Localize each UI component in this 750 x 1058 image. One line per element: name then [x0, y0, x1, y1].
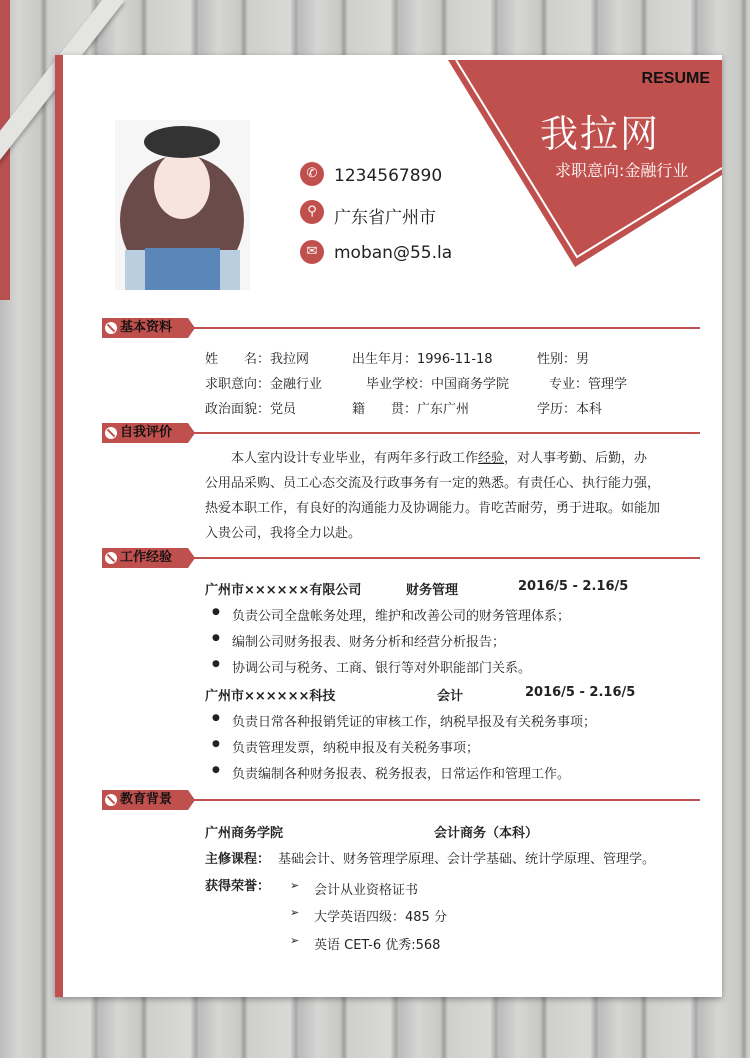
- section-basic-header: 基本资料: [102, 318, 700, 338]
- job-duty: ● 编制公司财务报表、财务分析和经营分析报告；: [232, 631, 505, 650]
- job-role: 会计: [437, 689, 464, 704]
- phone-icon: ✆: [300, 162, 324, 186]
- basic-politics: 政治面貌：党员: [205, 402, 297, 417]
- left-accent-stripe: [55, 55, 63, 997]
- job-duty: ● 负责编制各种财务报表、税务报表，日常运作和管理工作。: [232, 763, 570, 782]
- candidate-name: 我拉网: [540, 112, 661, 156]
- edu-honors-label: 获得荣誉：: [205, 879, 271, 894]
- basic-intent: 求职意向：金融行业: [205, 377, 323, 392]
- job-duty: ● 协调公司与税务、工商、银行等对外职能部门关系。: [232, 657, 531, 676]
- contact-phone: 1234567890: [334, 166, 443, 186]
- section-icon: [105, 794, 117, 806]
- honor-item: ➢ 大学英语四级：485 分: [314, 906, 447, 925]
- section-edu-header: 教育背景: [102, 790, 700, 810]
- job-company: 广州市××××××有限公司: [205, 583, 362, 598]
- basic-hometown: 籍 贯：广东广州: [352, 402, 470, 417]
- email-icon: ✉: [300, 240, 324, 264]
- job-date: 2016/5 - 2.16/5: [518, 579, 629, 594]
- section-icon: [105, 427, 117, 439]
- basic-school: 毕业学校：中国商务学院: [366, 377, 510, 392]
- contact-email: moban@55.la: [334, 243, 453, 263]
- section-self-header: 自我评价: [102, 423, 700, 443]
- basic-birth: 出生年月：1996-11-18: [352, 352, 493, 367]
- job-intent: 求职意向:金融行业: [555, 161, 689, 180]
- honor-item: ➢ 英语 CET-6 优秀:568: [314, 934, 440, 953]
- basic-gender: 性别：男: [537, 352, 590, 367]
- section-icon: [105, 552, 117, 564]
- section-icon: [105, 322, 117, 334]
- basic-education: 学历：本科: [537, 402, 603, 417]
- job-duty: ● 负责日常各种报销凭证的审核工作，纳税早报及有关税务事项；: [232, 711, 596, 730]
- job-role: 财务管理: [406, 583, 459, 598]
- section-work-header: 工作经验: [102, 548, 700, 568]
- self-evaluation: 本人室内设计专业毕业，有两年多行政工作经验，对人事考勤、后勤，办公用品采购、员工心态交流及行政事务有一定的熟悉。有责任心、执行能力强，热爱本职工作，有良好的沟通能力及协调能力。肯吃苦耐劳，勇于进取。如能加入贵公司，我将全力以赴。: [205, 451, 661, 541]
- edu-school: 广州商务学院: [205, 826, 284, 841]
- edu-courses: 基础会计、财务管理学原理、会计学基础、统计学原理、管理学。: [278, 852, 656, 867]
- job-date: 2016/5 - 2.16/5: [525, 685, 636, 700]
- edu-courses-label: 主修课程：: [205, 852, 271, 867]
- profile-photo: [115, 120, 250, 290]
- job-duty: ● 负责管理发票，纳税申报及有关税务事项；: [232, 737, 479, 756]
- job-company: 广州市××××××科技: [205, 689, 336, 704]
- job-duty: ● 负责公司全盘帐务处理，维护和改善公司的财务管理体系；: [232, 605, 570, 624]
- basic-name: 姓 名：我拉网: [205, 352, 310, 367]
- edu-major: 会计商务（本科）: [434, 826, 539, 841]
- contact-address: 广东省广州市: [334, 208, 436, 228]
- resume-label: RESUME: [641, 70, 710, 87]
- basic-major: 专业：管理学: [549, 377, 628, 392]
- location-icon: ⚲: [300, 200, 324, 224]
- honor-item: ➢ 会计从业资格证书: [314, 879, 418, 898]
